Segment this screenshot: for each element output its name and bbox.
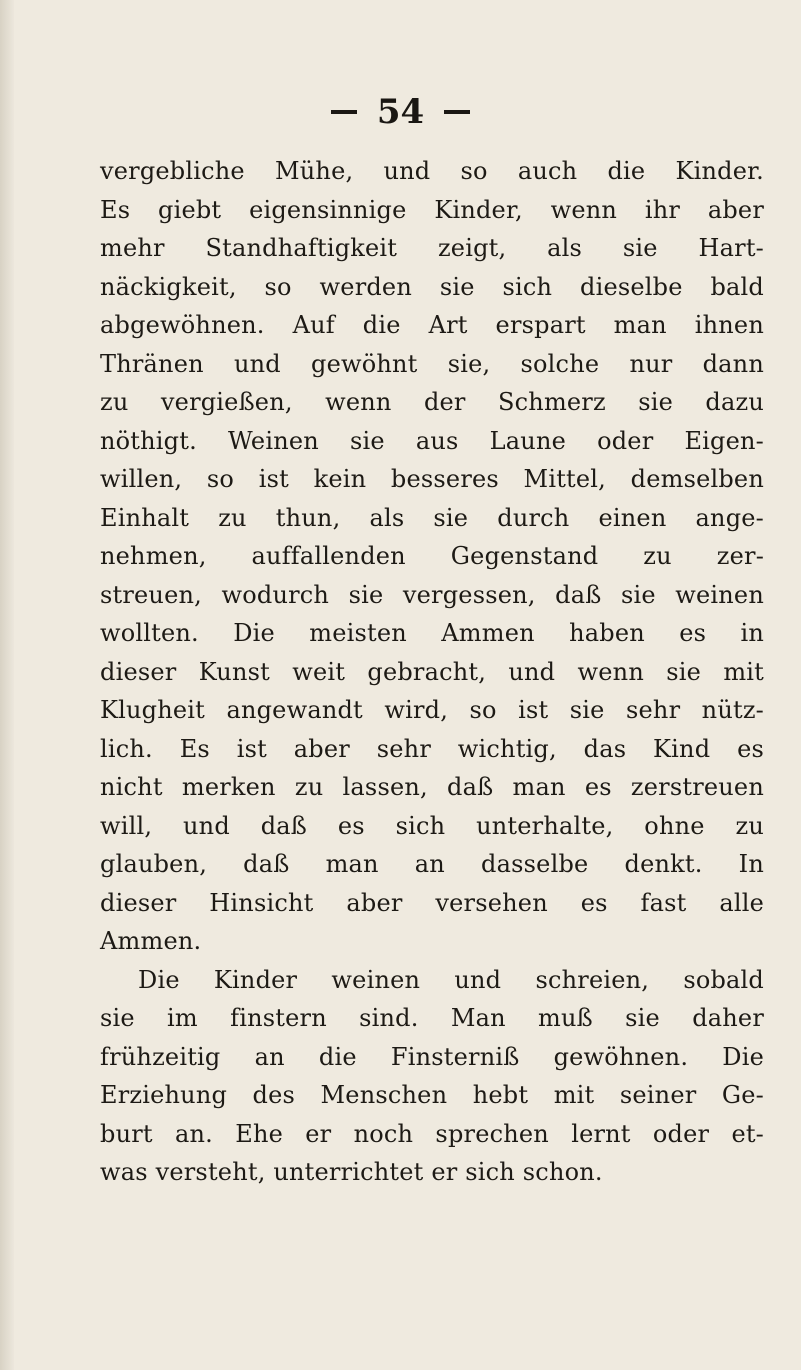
text-line: Klugheit angewandt wird, so ist sie sehr nütz- (100, 696, 764, 724)
header-dash-right (444, 110, 470, 114)
text-line: vergebliche Mühe, und so auch die Kinder. (100, 157, 764, 185)
text-line: zu vergießen, wenn der Schmerz sie dazu (100, 388, 764, 416)
text-line: nicht merken zu lassen, daß man es zerstreuen (100, 773, 764, 801)
text-line: Einhalt zu thun, als sie durch einen ange- (100, 503, 764, 532)
body-text (100, 152, 764, 1192)
text-line: nehmen, auffallenden Gegenstand zu zer- (100, 542, 764, 570)
text-line: lich. Es ist aber sehr wichtig, das Kind es (100, 734, 764, 763)
text-line: abgewöhnen. Auf die Art erspart man ihnen (100, 311, 764, 339)
text-line: dieser Kunst weit gebracht, und wenn sie mit (100, 657, 764, 686)
text-line: Die Kinder weinen und schreien, sobald (138, 965, 764, 994)
text-line: mehr Standhaftigkeit zeigt, als sie Hart- (100, 234, 764, 262)
text-line: will, und daß es sich unterhalte, ohne zu (100, 811, 764, 840)
text-line: dieser Hinsicht aber versehen es fast alle (100, 888, 764, 917)
text-line: Erziehung des Menschen hebt mit seiner Ge- (100, 1081, 764, 1109)
page-number: 54 (376, 92, 425, 132)
text-line: willen, so ist kein besseres Mittel, demselben (100, 465, 764, 493)
text-line: sie im finstern sind. Man muß sie daher (100, 1004, 764, 1032)
page-header (0, 92, 801, 142)
text-line: nöthigt. Weinen sie aus Laune oder Eigen- (100, 426, 764, 455)
page-edge-shadow (0, 0, 14, 1370)
text-line: Thränen und gewöhnt sie, solche nur dann (100, 349, 764, 378)
text-line: glauben, daß man an dasselbe denkt. In (100, 850, 764, 878)
text-line: was versteht, unterrichtet er sich schon. (100, 1158, 603, 1186)
text-line: wollten. Die meisten Ammen haben es in (100, 619, 764, 647)
text-line: näckigkeit, so werden sie sich dieselbe bald (100, 272, 764, 301)
text-line: streuen, wodurch sie vergessen, daß sie weinen (100, 580, 764, 609)
text-line: frühzeitig an die Finsterniß gewöhnen. Die (100, 1042, 764, 1071)
text-line: Es giebt eigensinnige Kinder, wenn ihr aber (100, 195, 764, 224)
text-line: burt an. Ehe er noch sprechen lernt oder et- (100, 1119, 764, 1148)
text-line: Ammen. (100, 927, 202, 955)
header-dash-left (331, 110, 357, 114)
